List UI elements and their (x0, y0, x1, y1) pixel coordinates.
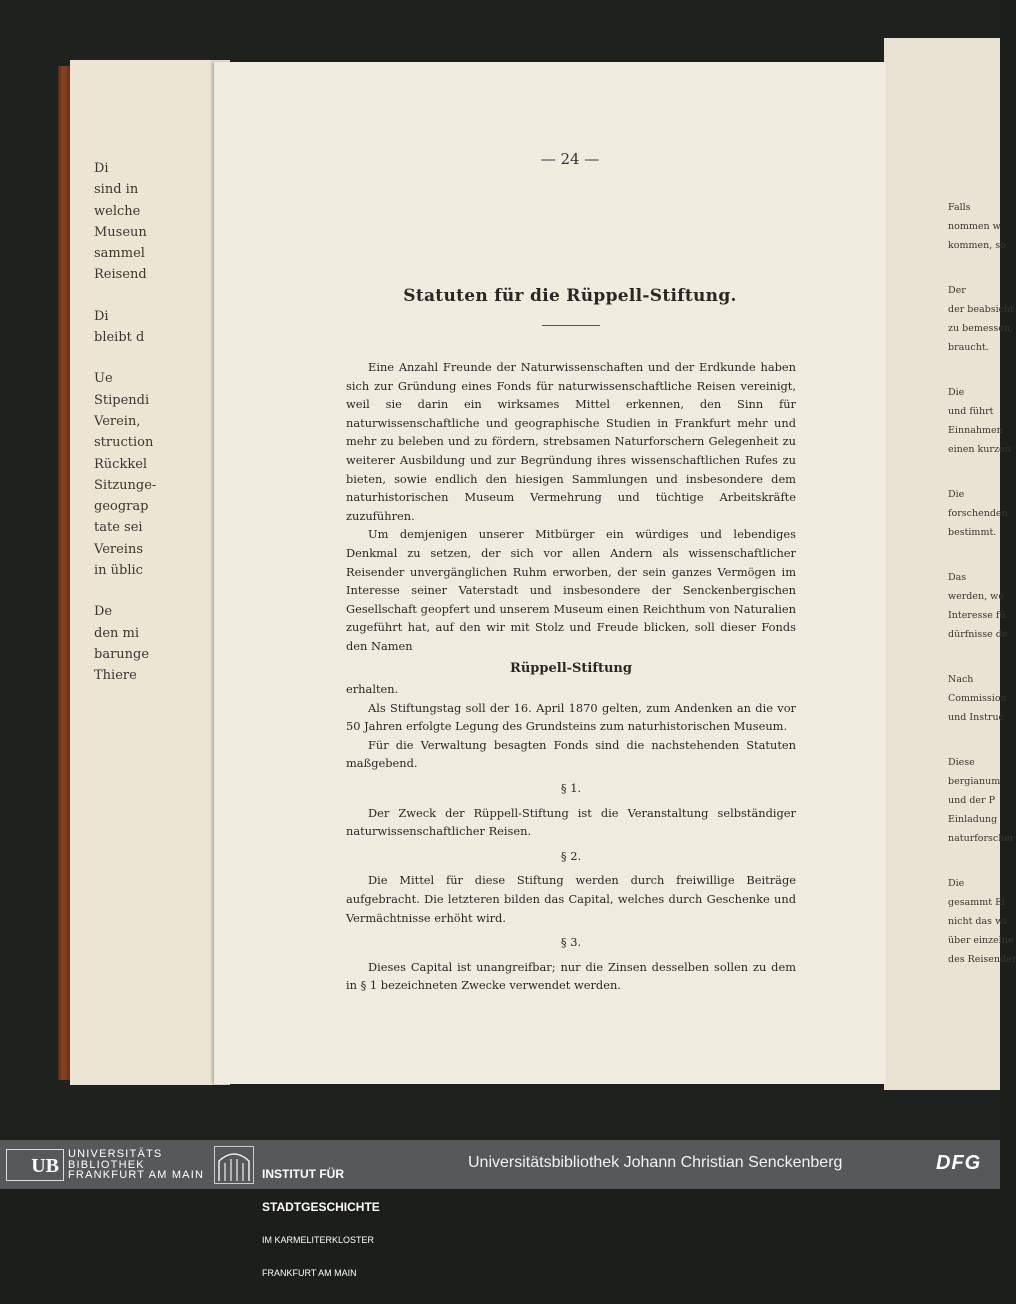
left-page-line: Rückkel (94, 456, 148, 472)
right-page-gap (948, 255, 1000, 281)
right-page-line: gesammt Ei (948, 897, 1006, 908)
right-page-gap (948, 848, 1000, 874)
left-page-line: Reisend (94, 267, 147, 283)
right-page-line: naturforscher (948, 833, 1015, 844)
isg-arch-icon (214, 1146, 254, 1184)
right-page-line: werden, we (948, 591, 1004, 602)
right-page-line: des Reisender (948, 954, 1016, 965)
left-page-line: Di (94, 308, 109, 324)
section-1-text: Der Zweck der Rüppell-Stiftung ist die Veranstaltung selbständiger naturwissenschaftlicher Reisen. (346, 805, 796, 839)
right-page-line: Die (948, 878, 965, 889)
left-page-line: Ue (94, 371, 113, 387)
right-page-line: Diese (948, 757, 975, 768)
dfg-logo[interactable]: DFG (936, 1152, 982, 1174)
ub-logo-text: UNIVERSITÄTS BIBLIOTHEK FRANKFURT AM MAIN (68, 1148, 205, 1181)
paragraph-dedication: Um demjenigen unserer Mitbürger ein würdiges und lebendiges Denkmal zu setzen, der sich vor allen Andern als wissenschaftlicher Reisender unvergänglichen Ruhm erworben, der sein ganzes Vermögen im Interesse seiner Vaterstadt und insbesondere der Senckenbergischen Gesellschaft geopfert und unserem Museum einen Reichthum von Naturalien zugeführt hat, auf den wir mit Stolz und Freude blicken, soll dieser Fonds den Namen (346, 527, 796, 653)
isg-line-4: FRANKFURT AM MAIN (262, 1268, 357, 1278)
left-page-line: tate sei (94, 520, 143, 536)
right-page-line: einen kurzen (948, 444, 1011, 455)
left-page-line: Stipendi (94, 392, 150, 408)
foundation-name: Rüppell-Stiftung (510, 660, 632, 676)
left-page-gap (94, 348, 234, 368)
section-3-heading: § 3. (560, 935, 582, 950)
isg-line-1: INSTITUT FÜR (262, 1167, 344, 1181)
left-page-line: den mi (94, 625, 140, 641)
left-page-line: welche (94, 203, 141, 219)
left-page-line: Museun (94, 224, 147, 240)
right-page-line: nommen w (948, 221, 1001, 232)
left-page-gap (94, 581, 234, 601)
right-page-line: über einzelne (948, 935, 1014, 946)
isg-line-2: STADTGESCHICHTE (262, 1200, 380, 1214)
right-page-line: Einnahmen (948, 425, 1003, 436)
ub-logo[interactable] (6, 1147, 206, 1183)
right-page-line: und führt (948, 406, 994, 417)
left-page-line: sammel (94, 246, 145, 262)
left-page-gap (94, 286, 234, 306)
right-page-line: bestimmt. (948, 527, 997, 538)
section-1-heading: § 1. (560, 781, 582, 796)
paragraph-stiftungstag: Als Stiftungstag soll der 16. April 1870 gelten, zum Andenken an die vor 50 Jahren erfolgte Legung des Grundsteins zum naturhistorischen Museum. (346, 700, 796, 734)
left-page-line: barunge (94, 646, 150, 662)
right-page-line: Der (948, 285, 966, 296)
section-2-text: Die Mittel für diese Stiftung werden durch freiwillige Beiträge aufgebracht. Die letzteren bilden das Capital, welches durch Geschenke und Vermächtnisse erhöht wird. (346, 873, 796, 925)
left-page-line: De (94, 604, 113, 620)
right-page-gap (948, 727, 1000, 753)
left-page-line: Vereins (94, 541, 143, 557)
page-title: Statuten für die Rüppell-Stiftung. (403, 286, 737, 306)
section-3-text: Dieses Capital ist unangreifbar; nur die Zinsen desselben sollen zu dem in § 1 bezeichneten Zwecke verwendet werden. (346, 959, 796, 993)
right-page-line: Die (948, 387, 965, 398)
right-page-line: zu bemessen, (948, 323, 1013, 334)
left-page-line: struction (94, 435, 154, 451)
paragraph-verwaltung: Für die Verwaltung besagten Fonds sind die nachstehenden Statuten maßgebend. (346, 737, 796, 771)
right-page-line: nicht das wi (948, 916, 1007, 927)
page-number: — 24 — (540, 150, 600, 168)
right-page-line: Einladung (948, 814, 998, 825)
paragraph-erhalten: erhalten. (346, 682, 399, 697)
right-page-line: braucht. (948, 342, 989, 353)
left-page-line: Verein, (94, 413, 141, 429)
footer-bar (0, 1140, 1000, 1278)
book-cover-edge (58, 66, 70, 1080)
right-page-line: Die (948, 489, 965, 500)
right-page-line: und der P (948, 795, 995, 806)
left-page-line: geograp (94, 499, 149, 515)
right-page-line: kommen, so (948, 240, 1006, 251)
right-page-line: Commission (948, 693, 1007, 704)
paragraph-intro: Eine Anzahl Freunde der Naturwissenschaften und der Erdkunde haben sich zur Gründung eines Fonds für naturwissenschaftliche Reisen vereinigt, weil sie darin ein wirksames Mittel erkennen, den Sinn für naturwissenschaftliche und geographische Studien in Frankfurt mehr und mehr zu beleben und zu fördern, strebsamen Naturforschern Gelegenheit zu weiterer Ausbildung und zur Begründung ihres wissenschaftlichen Rufes zu bieten, sowie endlich den hiesigen Sammlungen und insbesondere dem naturhistorischen Museum Vermehrung und tüchtige Arbeitskräfte zuzuführen. (346, 360, 796, 523)
left-page-line: bleibt d (94, 330, 145, 346)
left-page-text (94, 158, 234, 687)
ub-mark-icon: UB (6, 1149, 64, 1181)
left-page-line: in üblic (94, 563, 143, 579)
right-page-gap (948, 644, 1000, 670)
right-page-line: forschenden (948, 508, 1008, 519)
section-2-heading: § 2. (560, 848, 582, 863)
right-page-text (948, 198, 1016, 969)
isg-logo-text (262, 1147, 380, 1301)
right-page-line: Interesse fü (948, 610, 1006, 621)
right-page-line: und Instruc (948, 712, 1004, 723)
page-body (346, 358, 796, 995)
left-page-line: Di (94, 161, 109, 176)
right-page-line: bergianum (948, 776, 1001, 787)
isg-line-3: IM KARMELITERKLOSTER (262, 1235, 375, 1245)
right-page-line: Nach (948, 674, 974, 685)
left-page-line: Thiere (94, 668, 137, 684)
left-page-line: Sitzunge- (94, 477, 157, 493)
right-page-line: Falls (948, 202, 971, 213)
right-page-gap (948, 357, 1000, 383)
title-rule (542, 325, 600, 326)
left-page-line: sind in (94, 182, 139, 198)
right-page-line: der beabsicht (948, 304, 1014, 315)
right-page-line: Das (948, 572, 967, 583)
library-name[interactable]: Universitätsbibliothek Johann Christian Senckenberg (468, 1154, 843, 1171)
isg-logo[interactable] (214, 1146, 394, 1278)
right-page-line: dürfnisse de (948, 629, 1008, 640)
right-page-gap (948, 542, 1000, 568)
right-page-gap (948, 459, 1000, 485)
